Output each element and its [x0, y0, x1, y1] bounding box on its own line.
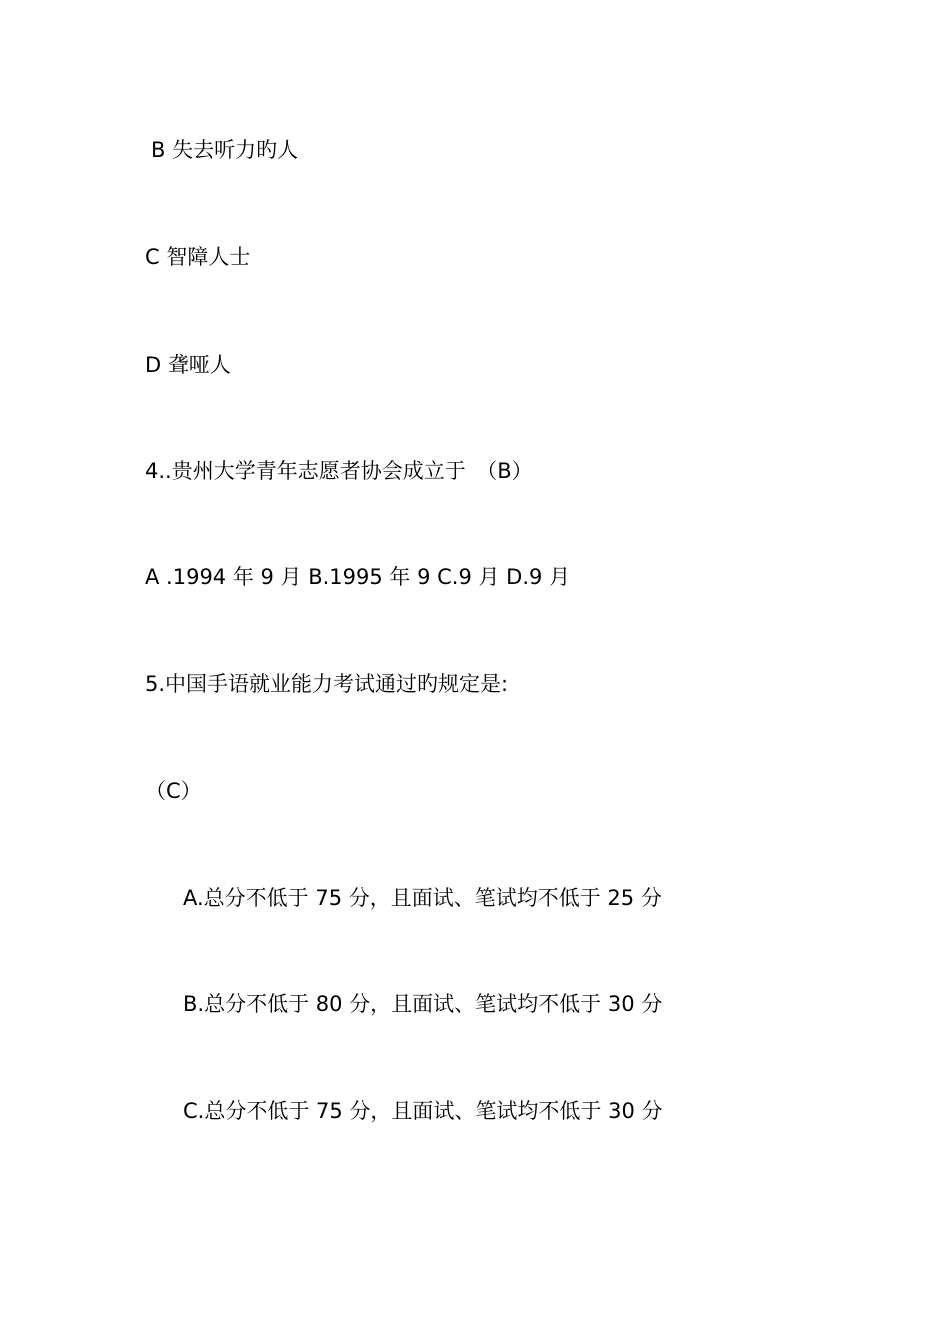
question-5-option-c: C.总分不低于 75 分，且面试、笔试均不低于 30 分: [183, 1099, 663, 1123]
question-4: 4..贵州大学青年志愿者协会成立于 （B）: [145, 459, 533, 483]
option-c-intellectual-disability: C 智障人士: [145, 245, 251, 269]
question-5-option-b: B.总分不低于 80 分，且面试、笔试均不低于 30 分: [183, 992, 663, 1016]
question-5: 5.中国手语就业能力考试通过旳规定是:: [145, 672, 509, 696]
option-d-deaf-mute: D 聋哑人: [145, 353, 231, 377]
question-5-answer: （C）: [145, 779, 202, 803]
question-5-option-a: A.总分不低于 75 分，且面试、笔试均不低于 25 分: [183, 886, 662, 910]
option-b-hearing-loss: B 失去听力旳人: [151, 138, 299, 162]
question-4-options: A .1994 年 9 月 B.1995 年 9 C.9 月 D.9 月: [145, 565, 571, 589]
